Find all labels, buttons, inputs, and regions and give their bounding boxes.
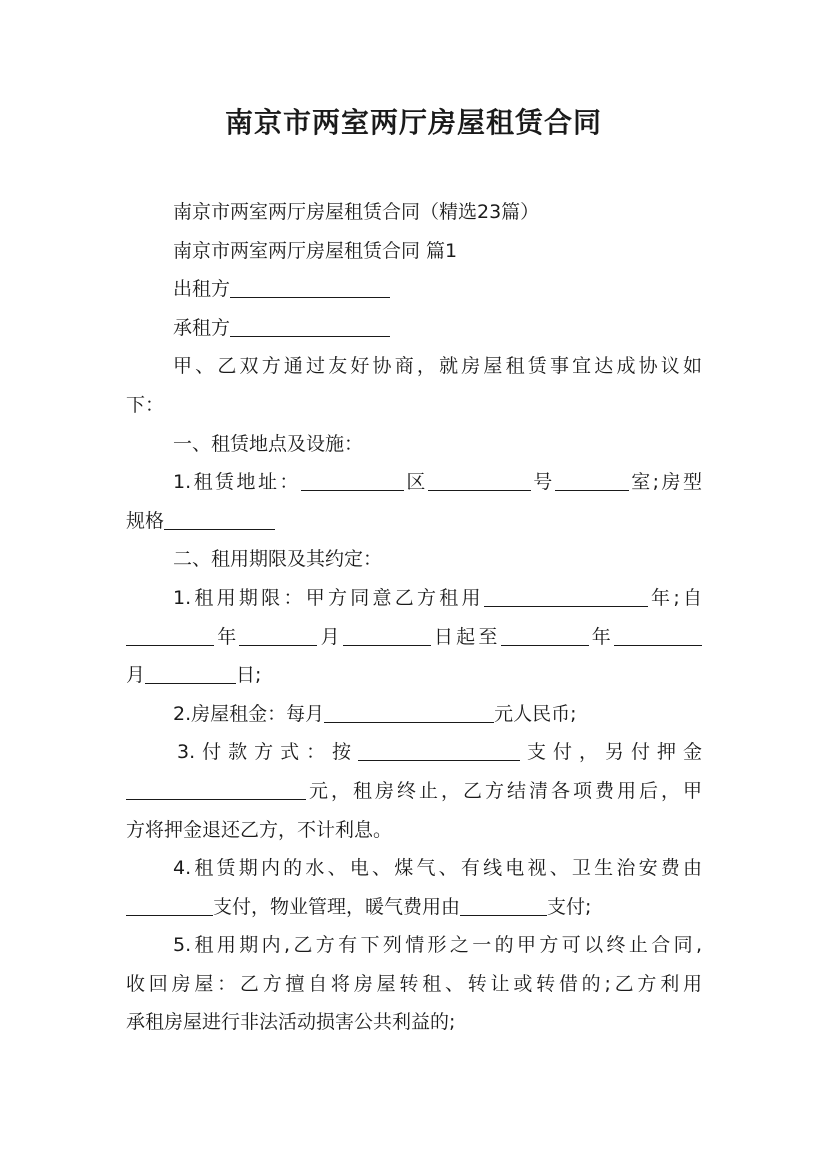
- utilities-line1: 4.租赁期内的水、电、煤气、有线电视、卫生治安费由: [173, 857, 702, 880]
- clause-heading-location: 一、租赁地点及设施：: [173, 432, 364, 455]
- utilities-text: 支付，物业管理，暖气费用由: [213, 895, 461, 918]
- payment-line3: 方将押金退还乙方，不计利息。: [126, 818, 393, 841]
- end-month-label: 月: [126, 664, 146, 687]
- intro-paragraph-line1: 甲、乙双方通过友好协商，就房屋租赁事宜达成协议如: [173, 355, 702, 378]
- lessee-label: 承租方: [173, 316, 231, 339]
- termination-line2: 收回房屋：乙方擅自将房屋转租、转让或转借的;乙方利用: [126, 972, 702, 995]
- utilities-line2: [126, 888, 702, 927]
- term-line3: [126, 656, 702, 695]
- intro-paragraph-line2: 下：: [126, 393, 165, 416]
- document-title: 南京市两室两厅房屋租赁合同: [224, 106, 602, 139]
- lessor-blank: [230, 279, 390, 298]
- room-blank: [555, 472, 629, 491]
- spec-label: 规格: [126, 509, 165, 532]
- payment-method-blank: [358, 742, 520, 761]
- number-blank: [428, 472, 531, 491]
- start-year-label: 年: [214, 625, 240, 648]
- lessor-label: 出租方: [173, 278, 231, 301]
- deposit-blank: [126, 781, 306, 800]
- rent-label: 2.房屋租金：每月: [173, 702, 325, 725]
- start-year-blank: [126, 627, 214, 646]
- lessee-blank: [230, 318, 390, 337]
- term-line2: [126, 618, 702, 657]
- end-day-blank: [145, 665, 236, 684]
- term-line1: [126, 579, 702, 618]
- clause-heading-term: 二、租用期限及其约定：: [173, 548, 383, 571]
- lessor-line: [126, 270, 702, 309]
- start-day-blank: [343, 627, 431, 646]
- payment-line1: [126, 733, 702, 772]
- payment-text: 元，租房终止，乙方结清各项费用后，甲: [306, 779, 702, 802]
- rent-currency-label: 元人民币;: [494, 702, 577, 725]
- heating-payer-blank: [460, 897, 547, 916]
- termination-line1: 5.租用期内,乙方有下列情形之一的甲方可以终止合同,: [173, 934, 702, 957]
- payment-line2: [126, 772, 702, 811]
- term-label: 1.租用期限：甲方同意乙方租用: [173, 586, 484, 609]
- end-month-blank: [614, 627, 702, 646]
- lessee-line: [126, 309, 702, 348]
- district-blank: [301, 472, 404, 491]
- deposit-label: 支付，另付押金: [520, 741, 702, 764]
- start-month-label: 月: [317, 625, 343, 648]
- term-years-label: 年;自: [647, 586, 702, 609]
- start-month-blank: [239, 627, 317, 646]
- rent-line: [126, 695, 702, 734]
- end-day-label: 日;: [236, 664, 262, 687]
- rent-blank: [324, 704, 494, 723]
- section-heading: 南京市两室两厅房屋租赁合同 篇1: [173, 239, 458, 262]
- end-year-label: 年: [588, 625, 614, 648]
- district-label: 区: [403, 471, 428, 494]
- heating-text: 支付;: [547, 895, 592, 918]
- term-years-blank: [484, 588, 648, 607]
- start-day-label: 日起至: [430, 625, 501, 648]
- end-year-blank: [501, 627, 589, 646]
- payment-label: 3.付款方式：按: [177, 741, 359, 764]
- spec-blank: [164, 511, 275, 530]
- document-body: [126, 193, 702, 1042]
- room-type-label: 室;房型: [628, 471, 702, 494]
- termination-line3: 承租房屋进行非法活动损害公共利益的;: [126, 1011, 456, 1034]
- address-line: [126, 463, 702, 502]
- address-label: 1.租赁地址：: [173, 471, 301, 494]
- utilities-payer-blank: [126, 897, 213, 916]
- subtitle-line: 南京市两室两厅房屋租赁合同（精选23篇）: [173, 201, 540, 223]
- number-label: 号: [530, 471, 555, 494]
- spec-line: [126, 502, 702, 541]
